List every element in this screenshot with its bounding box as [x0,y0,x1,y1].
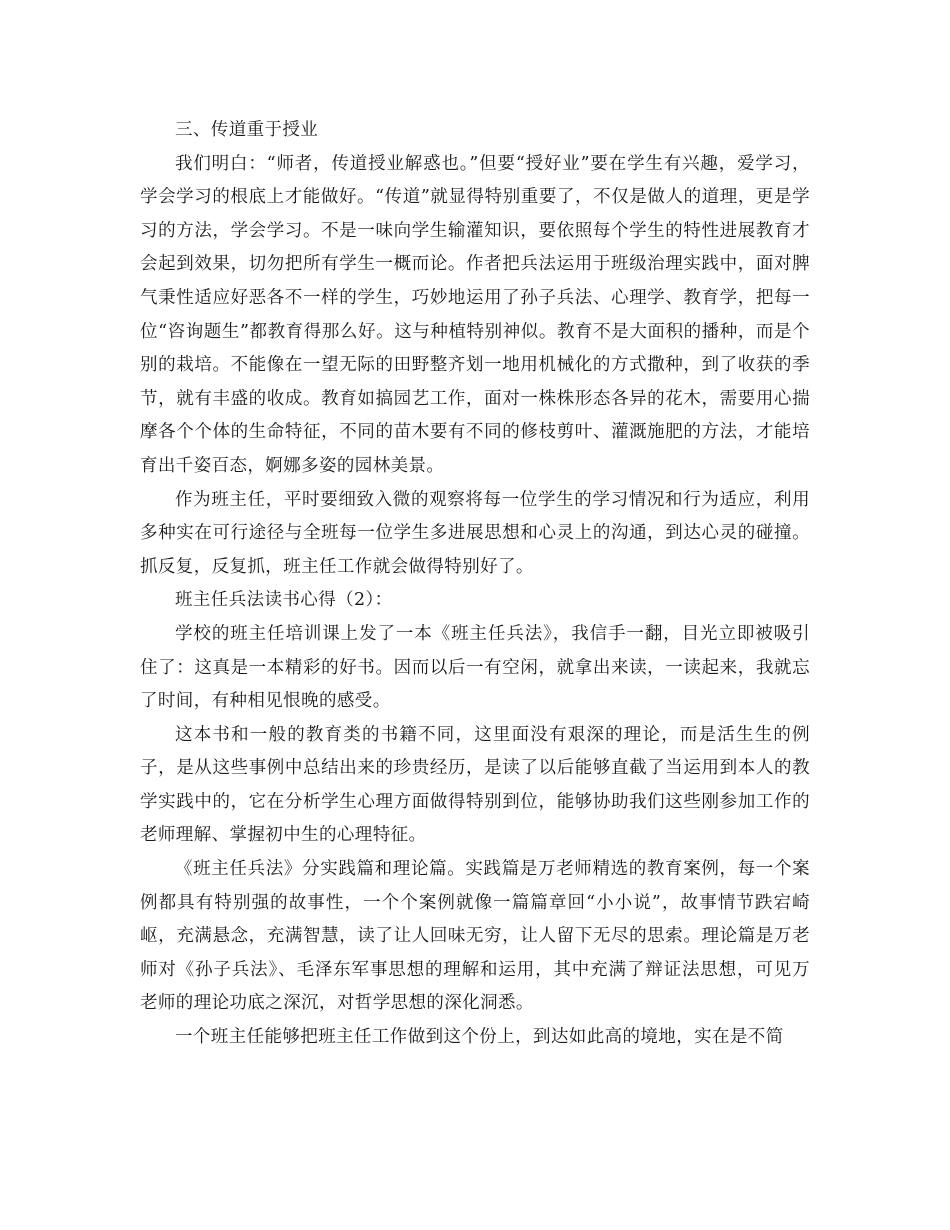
paragraph: 作为班主任，平时要细致入微的观察将每一位学生的学习情况和行为适应，利用多种实在可行途径与全班每一位学生多进展思想和心灵上的沟通，到达心灵的碰撞。抓反复，反复抓，班主任工作就会做得特别好了。 [140,489,810,577]
paragraph: 《班主任兵法》分实践篇和理论篇。实践篇是万老师精选的教育案例，每一个案例都具有特别强的故事性，一个个案例就像一篇篇章回“小小说”，故事情节跌宕崎岖，充满悬念，充满智慧，读了让人回味无穷，让人留下无尽的思索。理论篇是万老师对《孙子兵法》、毛泽东军事思想的理解和运用，其中充满了辩证法思想，可见万老师的理论功底之深沉，对哲学思想的深化洞悉。 [140,859,810,1014]
document-body [140,114,810,1055]
paragraph: 学校的班主任培训课上发了一本《班主任兵法》，我信手一翻，目光立即被吸引住了：这真是一本精彩的好书。因而以后一有空闲，就拿出来读，一读起来，我就忘了时间，有种相见恨晚的感受。 [140,623,810,712]
paragraph: 一个班主任能够把班主任工作做到这个份上，到达如此高的境地，实在是不简 [175,1027,784,1048]
section-heading: 三、传道重于授业 [175,120,319,140]
section-heading: 班主任兵法读书心得（2）： [175,590,393,611]
paragraph: 我们明白：“师者，传道授业解惑也。”但要“授好业”要在学生有兴趣，爱学习，学会学习的根底上才能做好。“传道”就显得特别重要了，不仅是做人的道理，更是学习的方法，学会学习。不是一味向学生输灌知识，要依照每个学生的特性进展教育才会起到效果，切勿把所有学生一概而论。作者把兵法运用于班级治理实践中，面对脾气秉性适应好恶各不一样的学生，巧妙地运用了孙子兵法、心理学、教育学，把每一位“咨询题生”都教育得那么好。这与种植特别神似。教育不是大面积的播种，而是个别的栽培。不能像在一望无际的田野整齐划一地用机械化的方式撒种，到了收获的季节，就有丰盛的收成。教育如搞园艺工作，面对一株株形态各异的花木，需要用心揣摩各个个体的生命特征，不同的苗木要有不同的修枝剪叶、灌溉施肥的方法，才能培育出千姿百态，婀娜多姿的园林美景。 [140,153,810,476]
paragraph: 这本书和一般的教育类的书籍不同，这里面没有艰深的理论，而是活生生的例子，是从这些事例中总结出来的珍贵经历，是读了以后能够直截了当运用到本人的教学实践中的，它在分析学生心理方面做得特别到位，能够协助我们这些刚参加工作的老师理解、掌握初中生的心理特征。 [140,724,810,846]
